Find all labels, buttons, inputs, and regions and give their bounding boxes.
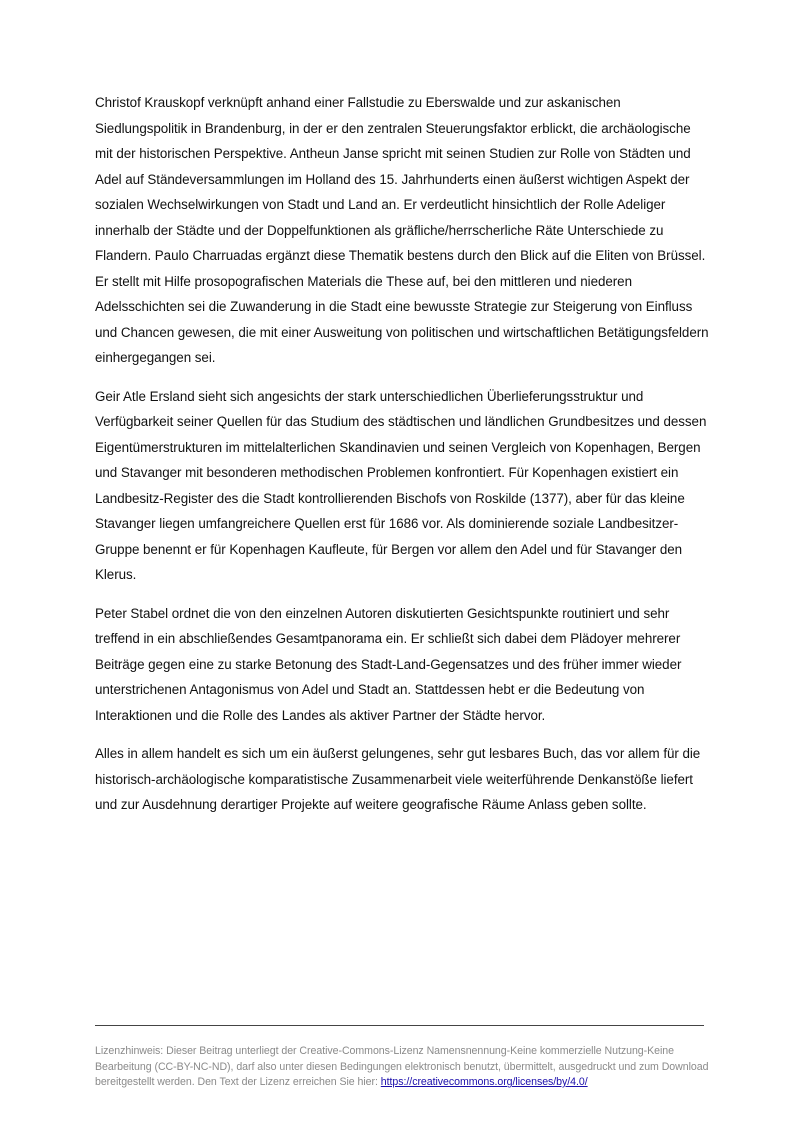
- footer-divider: [95, 1025, 704, 1026]
- license-note: [95, 1044, 710, 1091]
- paragraph-krauskopf-janse-charruadas: Christof Krauskopf verknüpft anhand einer Fallstudie zu Eberswalde und zur askanischen Siedlungspolitik in Brandenburg, in der er den zentralen Steuerungsfaktor erblickt, die archäologische mit der historischen Perspektive. Antheun Janse spricht mit seinen Studien zur Rolle von Städten und Adel auf Ständeversammlungen im Holland des 15. Jahrhunderts einen äußerst wichtigen Aspekt der sozialen Wechselwirkungen von Stadt und Land an. Er verdeutlicht hinsichtlich der Rolle Adeliger innerhalb der Städte und der Doppelfunktionen als gräfliche/herrscherliche Räte Unterschiede zu Flandern. Paulo Charruadas ergänzt diese Thematik bestens durch den Blick auf die Eliten von Brüssel. Er stellt mit Hilfe prosopografischen Materials die These auf, bei den mittleren und niederen Adelsschichten sei die Zuwanderung in die Stadt eine bewusste Strategie zur Steigerung von Einfluss und Chancen gewesen, die mit einer Ausweitung von politischen und wirtschaftlichen Betätigungsfeldern einhergegangen sei.: [95, 95, 709, 365]
- paragraph-stabel: Peter Stabel ordnet die von den einzelnen Autoren diskutierten Gesichtspunkte routiniert und sehr treffend in ein abschließendes Gesamtpanorama ein. Er schließt sich dabei dem Plädoyer mehrerer Beiträge gegen eine zu starke Betonung des Stadt-Land-Gegensatzes und des früher immer wieder unterstrichenen Antagonismus von Adel und Stadt an. Stattdessen hebt er die Bedeutung von Interaktionen und die Rolle des Landes als aktiver Partner der Städte hervor.: [95, 605, 682, 723]
- paragraph-conclusion: Alles in allem handelt es sich um ein äußerst gelungenes, sehr gut lesbares Buch, das vor allem für die historisch-archäologische komparatistische Zusammenarbeit viele weiterführende Denkanstöße liefert und zur Ausdehnung derartiger Projekte auf weitere geografische Räume Anlass geben sollte.: [95, 746, 701, 812]
- license-link[interactable]: https://creativecommons.org/licenses/by/4.0/: [380, 1076, 588, 1089]
- document-body: [95, 90, 710, 831]
- paragraph-ersland: Geir Atle Ersland sieht sich angesichts der stark unterschiedlichen Überlieferungsstruktur und Verfügbarkeit seiner Quellen für das Studium des städtischen und ländlichen Grundbesitzes und dessen Eigentümerstrukturen im mittelalterlichen Skandinavien und seinen Vergleich von Kopenhagen, Bergen und Stavanger mit besonderen methodischen Problemen konfrontiert. Für Kopenhagen existiert ein Landbesitz-Register des die Stadt kontrollierenden Bischofs von Roskilde (1377), aber für das kleine Stavanger liegen umfangreichere Quellen erst für 1686 vor. Als dominierende soziale Landbesitzer-Gruppe benennt er für Kopenhagen Kaufleute, für Bergen vor allem den Adel und für Stavanger den Klerus.: [95, 388, 707, 582]
- license-text: Lizenzhinweis: Dieser Beitrag unterliegt der Creative-Commons-Lizenz Namensnennung-Keine kommerzielle Nutzung-Keine Bearbeitung (CC-BY-NC-ND), darf also unter diesen Bedingungen elektronisch benutzt, übermittelt, ausgedruckt und zum Download bereitgestellt werden. Den Text der Lizenz erreichen Sie hier:: [95, 1045, 709, 1089]
